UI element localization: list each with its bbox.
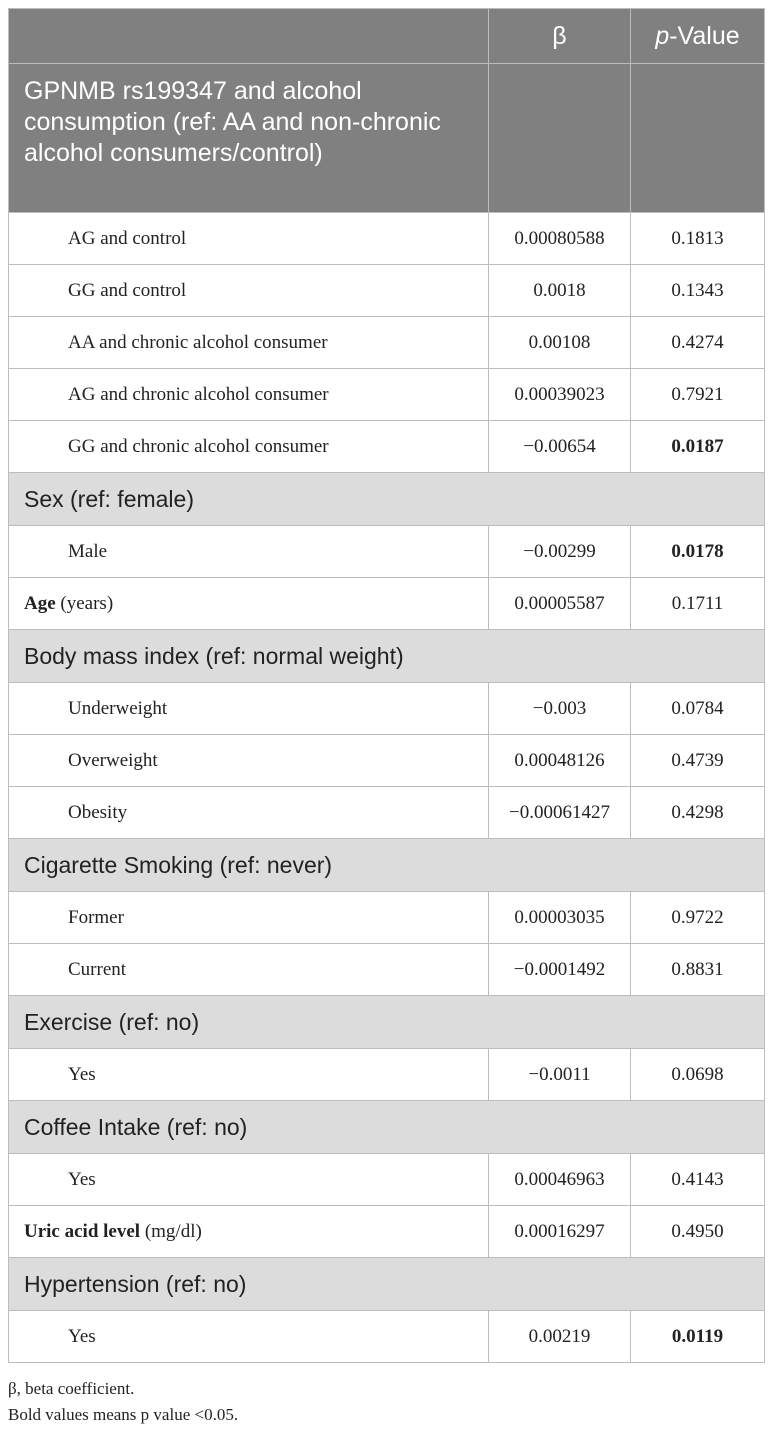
row-p-value: 0.4143 bbox=[631, 1154, 765, 1206]
section-row bbox=[9, 839, 765, 892]
row-beta: 0.00108 bbox=[489, 317, 631, 369]
row-variable: Yes bbox=[9, 1311, 489, 1363]
section-label: Hypertension (ref: no) bbox=[9, 1258, 765, 1311]
regression-table-container bbox=[8, 8, 764, 1363]
table-row bbox=[9, 1049, 765, 1101]
row-beta: 0.00046963 bbox=[489, 1154, 631, 1206]
section-label: Sex (ref: female) bbox=[9, 473, 765, 526]
header-beta: β bbox=[489, 9, 631, 64]
table-footnotes bbox=[8, 1376, 238, 1428]
group-header-cell bbox=[9, 64, 489, 213]
section-label: Coffee Intake (ref: no) bbox=[9, 1101, 765, 1154]
header-p-rest: -Value bbox=[669, 21, 740, 50]
table-row bbox=[9, 369, 765, 421]
row-p-value: 0.9722 bbox=[631, 892, 765, 944]
row-beta: 0.00219 bbox=[489, 1311, 631, 1363]
row-variable: AG and control bbox=[9, 213, 489, 265]
row-p-value: 0.4950 bbox=[631, 1206, 765, 1258]
footnote-bold: Bold values means p value <0.05. bbox=[8, 1405, 239, 1424]
row-beta: 0.00005587 bbox=[489, 578, 631, 630]
table-row bbox=[9, 265, 765, 317]
table-row bbox=[9, 787, 765, 839]
row-variable: Underweight bbox=[9, 683, 489, 735]
row-p-value: 0.1813 bbox=[631, 213, 765, 265]
table-row bbox=[9, 213, 765, 265]
row-variable: Male bbox=[9, 526, 489, 578]
row-variable: Overweight bbox=[9, 735, 489, 787]
section-row bbox=[9, 1101, 765, 1154]
table-row bbox=[9, 1311, 765, 1363]
section-label: Cigarette Smoking (ref: never) bbox=[9, 839, 765, 892]
row-variable-bold: Age bbox=[24, 592, 56, 614]
group-header-empty-p bbox=[631, 64, 765, 213]
row-beta: 0.00080588 bbox=[489, 213, 631, 265]
row-variable-bold: Uric acid level bbox=[24, 1220, 141, 1242]
row-beta: −0.003 bbox=[489, 683, 631, 735]
row-p-value: 0.7921 bbox=[631, 369, 765, 421]
section-row bbox=[9, 996, 765, 1049]
row-variable: Former bbox=[9, 892, 489, 944]
table-row bbox=[9, 578, 765, 630]
row-variable: Obesity bbox=[9, 787, 489, 839]
row-beta: 0.00048126 bbox=[489, 735, 631, 787]
section-row bbox=[9, 630, 765, 683]
section-label: Exercise (ref: no) bbox=[9, 996, 765, 1049]
row-beta: 0.00039023 bbox=[489, 369, 631, 421]
row-variable: GG and chronic alcohol consumer bbox=[9, 421, 489, 473]
row-variable: Yes bbox=[9, 1154, 489, 1206]
row-p-value: 0.4739 bbox=[631, 735, 765, 787]
row-variable: Yes bbox=[9, 1049, 489, 1101]
table-row bbox=[9, 526, 765, 578]
table-row bbox=[9, 1154, 765, 1206]
group-header-label: GPNMB rs199347 and alcohol consumption (ref: AA and non-chronic alcohol consumers/control) bbox=[24, 77, 441, 167]
row-beta: −0.0011 bbox=[489, 1049, 631, 1101]
section-row bbox=[9, 473, 765, 526]
row-p-value: 0.4274 bbox=[631, 317, 765, 369]
table-row bbox=[9, 735, 765, 787]
header-p-value bbox=[631, 9, 765, 64]
table-row bbox=[9, 317, 765, 369]
footnote-beta: β, beta coefficient. bbox=[8, 1379, 135, 1398]
row-variable-unit: (mg/dl) bbox=[140, 1220, 202, 1242]
table-row bbox=[9, 892, 765, 944]
row-p-value: 0.1343 bbox=[631, 265, 765, 317]
row-beta: −0.00299 bbox=[489, 526, 631, 578]
row-beta: 0.00016297 bbox=[489, 1206, 631, 1258]
row-p-value: 0.0784 bbox=[631, 683, 765, 735]
group-header-empty-beta bbox=[489, 64, 631, 213]
row-beta: −0.00061427 bbox=[489, 787, 631, 839]
row-variable bbox=[9, 578, 489, 630]
section-row bbox=[9, 1258, 765, 1311]
row-variable: Current bbox=[9, 944, 489, 996]
table-header bbox=[9, 9, 765, 213]
row-beta: 0.0018 bbox=[489, 265, 631, 317]
regression-table bbox=[8, 8, 765, 1363]
row-p-value: 0.0178 bbox=[631, 526, 765, 578]
row-variable: AA and chronic alcohol consumer bbox=[9, 317, 489, 369]
row-p-value: 0.0119 bbox=[631, 1311, 765, 1363]
row-variable bbox=[9, 1206, 489, 1258]
header-row bbox=[9, 9, 765, 64]
row-beta: −0.0001492 bbox=[489, 944, 631, 996]
table-row bbox=[9, 421, 765, 473]
header-p-italic: p bbox=[655, 21, 670, 50]
row-beta: 0.00003035 bbox=[489, 892, 631, 944]
table-row bbox=[9, 1206, 765, 1258]
section-label: Body mass index (ref: normal weight) bbox=[9, 630, 765, 683]
table-row bbox=[9, 683, 765, 735]
table-body bbox=[9, 213, 765, 1363]
group-header-row bbox=[9, 64, 765, 213]
row-variable-unit: (years) bbox=[55, 592, 114, 614]
row-p-value: 0.4298 bbox=[631, 787, 765, 839]
row-beta: −0.00654 bbox=[489, 421, 631, 473]
row-variable: GG and control bbox=[9, 265, 489, 317]
row-variable: AG and chronic alcohol consumer bbox=[9, 369, 489, 421]
header-variable-cell bbox=[9, 9, 489, 64]
table-row bbox=[9, 944, 765, 996]
row-p-value: 0.8831 bbox=[631, 944, 765, 996]
row-p-value: 0.0187 bbox=[631, 421, 765, 473]
row-p-value: 0.0698 bbox=[631, 1049, 765, 1101]
row-p-value: 0.1711 bbox=[631, 578, 765, 630]
